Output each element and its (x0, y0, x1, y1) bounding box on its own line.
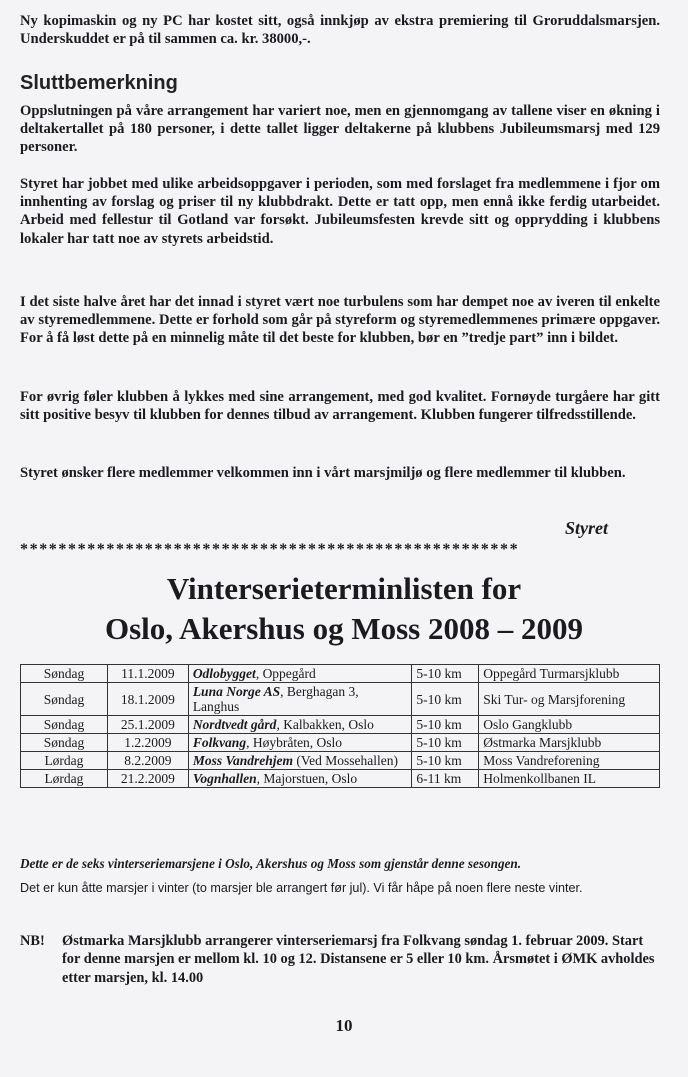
section-heading: Sluttbemerkning (20, 72, 178, 94)
schedule-table (20, 664, 660, 788)
cell-distance: 5-10 km (412, 734, 479, 752)
cell-distance: 5-10 km (412, 752, 479, 770)
series-comment: Det er kun åtte marsjer i vinter (to marsjer ble arrangert før jul). Vi får håpe på noen flere neste vinter. (20, 881, 583, 895)
cell-venue (188, 683, 412, 716)
venue-place: , Oppegård (255, 666, 316, 681)
cell-distance: 5-10 km (412, 683, 479, 716)
cell-venue (188, 752, 412, 770)
cell-club: Østmarka Marsjklubb (479, 734, 660, 752)
venue-name: Odlobygget (192, 666, 256, 681)
page-number: 10 (335, 1016, 353, 1035)
paragraph-4: For øvrig føler klubben å lykkes med sine arrangement, med god kvalitet. Fornøyde turgåere har gitt sitt positive besyv til klubben for dennes tilbud av arrangement. Klubben fungerer tilfredsstillende. (20, 389, 660, 424)
cell-venue (188, 665, 412, 683)
nb-text: Østmarka Marsjklubb arrangerer vinterseriemarsj fra Folkvang søndag 1. februar 2009. Start for denne marsjen er mellom kl. 10 og 12. Distansene er 5 eller 10 km. Årsmøtet i ØMK avholdes etter marsjen, kl. 14.00 (62, 933, 655, 986)
table-row (21, 683, 660, 716)
venue-name: Folkvang (192, 735, 247, 750)
venue-place: (Ved Mossehallen) (292, 753, 398, 768)
cell-distance: 5-10 km (412, 665, 479, 683)
venue-place: , Høybråten, Oslo (246, 735, 343, 750)
nb-label: NB! (20, 933, 45, 949)
cell-club: Moss Vandreforening (479, 752, 660, 770)
cell-club: Oppegård Turmarsjklubb (479, 665, 660, 683)
paragraph-2: Styret har jobbet med ulike arbeidsoppgaver i perioden, som med forslaget fra medlemmene i fjor om innhenting av forslag og priser til ny klubbdrakt. Dette er tatt opp, men ennå ikke ferdig utarbeidet. Arbeid med fellestur til Gotland var forsøkt. Jubileumsfesten krevde sitt og opprydding i klubbens lokaler har tatt noe av styrets arbeidstid. (20, 176, 660, 247)
venue-name: Moss Vandrehjem (192, 753, 293, 768)
paragraph-5: Styret ønsker flere medlemmer velkommen inn i vårt marsjmiljø og flere medlemmer til klubben. (20, 465, 626, 481)
cell-date: 25.1.2009 (107, 716, 188, 734)
cell-date: 11.1.2009 (107, 665, 188, 683)
venue-place: , Majorstuen, Oslo (256, 771, 358, 786)
cell-day: Søndag (21, 665, 108, 683)
venue-name: Vognhallen (192, 771, 257, 786)
cell-date: 1.2.2009 (107, 734, 188, 752)
cell-day: Søndag (21, 734, 108, 752)
separator-line: **************************************************** (20, 541, 520, 558)
cell-day: Søndag (21, 716, 108, 734)
top-paragraph: Ny kopimaskin og ny PC har kostet sitt, også innkjøp av ekstra premiering til Groruddalsmarsjen. Underskuddet er på til sammen ca. kr. 38000,-. (20, 13, 660, 48)
table-row (21, 665, 660, 683)
cell-day: Lørdag (21, 770, 108, 788)
venue-place: , Berghagan 3, Langhus (192, 684, 359, 714)
paragraph-1: Oppslutningen på våre arrangement har variert noe, men en gjennomgang av tallene viser en økning i deltakertallet på 180 personer, i dette tallet ligger deltakerne på klubbens Jubileumsmarsj med 129 personer. (20, 103, 660, 156)
cell-distance: 6-11 km (412, 770, 479, 788)
cell-day: Lørdag (21, 752, 108, 770)
cell-club: Ski Tur- og Marsjforening (479, 683, 660, 716)
cell-date: 8.2.2009 (107, 752, 188, 770)
table-row (21, 752, 660, 770)
table-row (21, 716, 660, 734)
table-row (21, 770, 660, 788)
paragraph-3: I det siste halve året har det innad i styret vært noe turbulens som har dempet noe av iveren til enkelte av styremedlemmene. Dette er forhold som går på styreform og styremedlemmenes primære oppgaver. For å få løst dette på en minnelig måte til det beste for klubben, bør en ”tredje part” inn i bildet. (20, 294, 660, 347)
cell-club: Oslo Gangklubb (479, 716, 660, 734)
signature: Styret (565, 518, 608, 538)
title-line-2: Oslo, Akershus og Moss 2008 – 2009 (105, 611, 583, 646)
table-row (21, 734, 660, 752)
series-note: Dette er de seks vinterseriemarsjene i Oslo, Akershus og Moss som gjenstår denne sesongen. (20, 856, 522, 871)
title-line-1: Vinterserieterminlisten for (166, 571, 522, 606)
venue-place: , Kalbakken, Oslo (276, 717, 374, 732)
venue-name: Nordtvedt gård (192, 717, 277, 732)
venue-name: Luna Norge AS (192, 684, 281, 699)
cell-venue (188, 716, 412, 734)
cell-date: 18.1.2009 (107, 683, 188, 716)
cell-venue (188, 770, 412, 788)
cell-venue (188, 734, 412, 752)
cell-day: Søndag (21, 683, 108, 716)
cell-date: 21.2.2009 (107, 770, 188, 788)
cell-club: Holmenkollbanen IL (479, 770, 660, 788)
cell-distance: 5-10 km (412, 716, 479, 734)
